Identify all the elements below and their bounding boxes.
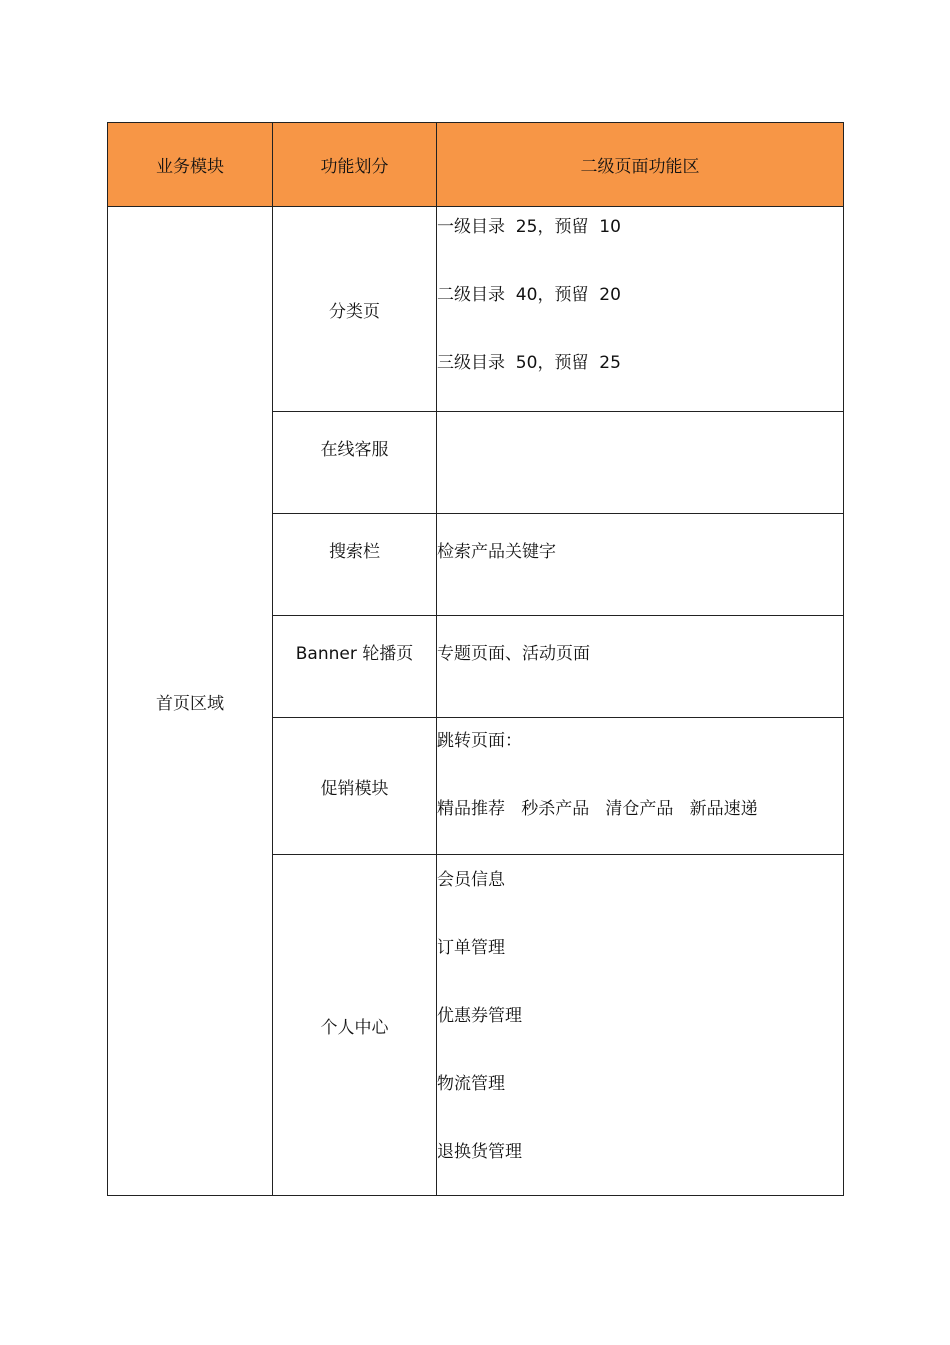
function-cell: [273, 616, 437, 718]
detail-line: 精品推荐 秒杀产品 清仓产品 新品速递: [437, 799, 758, 819]
function-label: Banner 轮播页: [295, 644, 414, 664]
detail-cell: [437, 855, 844, 1196]
detail-line: 检索产品关键字: [437, 542, 556, 562]
detail-line: 订单管理: [437, 938, 505, 958]
detail-line: 专题页面、活动页面: [437, 644, 590, 664]
detail-line: 物流管理: [437, 1074, 505, 1094]
function-label: 在线客服: [320, 440, 389, 460]
function-spec-table: [107, 122, 844, 1196]
detail-line: 优惠券管理: [437, 1006, 522, 1026]
detail-cell: [437, 412, 844, 514]
detail-line: 会员信息: [437, 870, 505, 890]
module-cell-homepage: 首页区域: [108, 207, 273, 1196]
detail-line: 跳转页面：: [437, 731, 522, 751]
table-row: [108, 207, 844, 412]
detail-line: 二级目录 40，预留 20: [437, 285, 621, 305]
detail-line: 一级目录 25，预留 10: [437, 217, 621, 237]
header-secondary-page-area: 二级页面功能区: [437, 123, 844, 207]
detail-line: 退换货管理: [437, 1142, 522, 1162]
table-header-row: [108, 123, 844, 207]
detail-cell: [437, 207, 844, 412]
detail-cell: [437, 718, 844, 855]
header-business-module: 业务模块: [108, 123, 273, 207]
detail-line: 三级目录 50，预留 25: [437, 353, 621, 373]
function-cell: 促销模块: [273, 718, 437, 855]
function-cell: [273, 514, 437, 616]
detail-cell: [437, 514, 844, 616]
function-cell: [273, 412, 437, 514]
header-function-division: 功能划分: [273, 123, 437, 207]
function-label: 搜索栏: [329, 542, 380, 562]
detail-cell: [437, 616, 844, 718]
function-cell: 分类页: [273, 207, 437, 412]
function-cell: 个人中心: [273, 855, 437, 1196]
